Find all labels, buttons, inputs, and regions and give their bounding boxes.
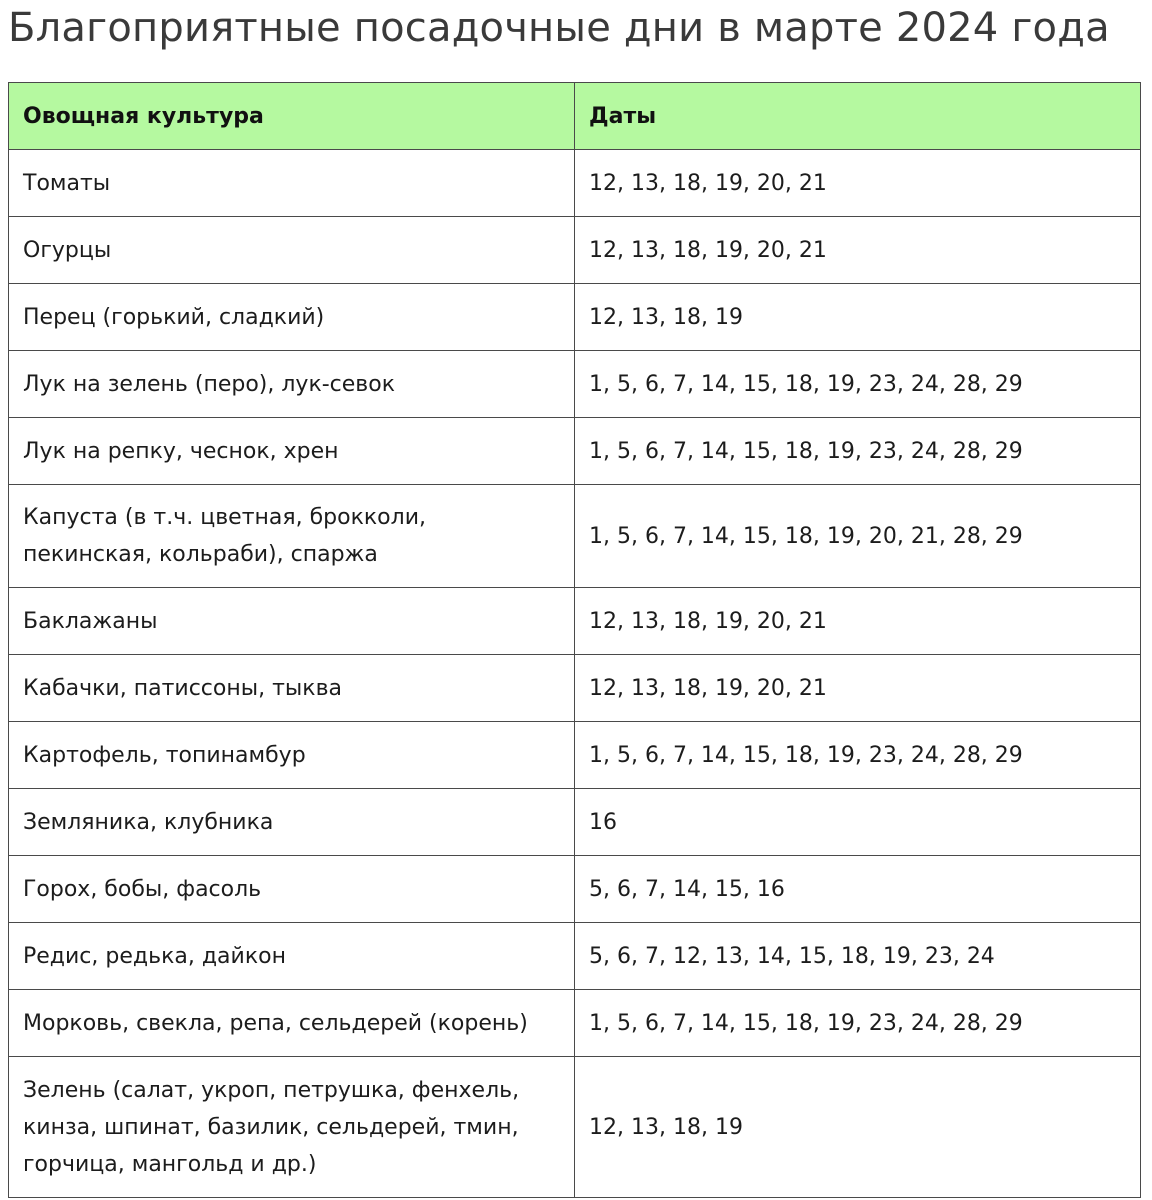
table-row <box>9 655 1141 722</box>
table-row <box>9 990 1141 1057</box>
dates-cell: 1, 5, 6, 7, 14, 15, 18, 19, 23, 24, 28, 29 <box>575 351 1141 418</box>
table-row <box>9 1057 1141 1198</box>
crop-cell: Огурцы <box>9 217 575 284</box>
dates-cell: 16 <box>575 789 1141 856</box>
crop-cell: Редис, редька, дайкон <box>9 923 575 990</box>
table-row <box>9 856 1141 923</box>
dates-cell: 1, 5, 6, 7, 14, 15, 18, 19, 23, 24, 28, 29 <box>575 722 1141 789</box>
planting-days-table <box>8 82 1141 1198</box>
dates-cell: 12, 13, 18, 19, 20, 21 <box>575 655 1141 722</box>
crop-cell: Земляника, клубника <box>9 789 575 856</box>
dates-cell: 1, 5, 6, 7, 14, 15, 18, 19, 23, 24, 28, 29 <box>575 990 1141 1057</box>
crop-cell: Лук на зелень (перо), лук-севок <box>9 351 575 418</box>
crop-cell: Капуста (в т.ч. цветная, брокколи, пекинская, кольраби), спаржа <box>9 485 575 588</box>
table-row <box>9 418 1141 485</box>
column-header-dates: Даты <box>575 83 1141 150</box>
table-row <box>9 923 1141 990</box>
table-row <box>9 351 1141 418</box>
crop-cell: Горох, бобы, фасоль <box>9 856 575 923</box>
table-row <box>9 588 1141 655</box>
table-row <box>9 485 1141 588</box>
dates-cell: 12, 13, 18, 19 <box>575 284 1141 351</box>
dates-cell: 12, 13, 18, 19, 20, 21 <box>575 217 1141 284</box>
dates-cell: 12, 13, 18, 19 <box>575 1057 1141 1198</box>
table-row <box>9 217 1141 284</box>
crop-cell: Зелень (салат, укроп, петрушка, фенхель, кинза, шпинат, базилик, сельдерей, тмин, горчица, мангольд и др.) <box>9 1057 575 1198</box>
dates-cell: 1, 5, 6, 7, 14, 15, 18, 19, 23, 24, 28, 29 <box>575 418 1141 485</box>
table-row <box>9 722 1141 789</box>
table-row <box>9 789 1141 856</box>
dates-cell: 5, 6, 7, 12, 13, 14, 15, 18, 19, 23, 24 <box>575 923 1141 990</box>
dates-cell: 12, 13, 18, 19, 20, 21 <box>575 588 1141 655</box>
crop-cell: Кабачки, патиссоны, тыква <box>9 655 575 722</box>
crop-cell: Морковь, свекла, репа, сельдерей (корень) <box>9 990 575 1057</box>
page-title: Благоприятные посадочные дни в марте 2024 года <box>8 5 1110 51</box>
dates-cell: 5, 6, 7, 14, 15, 16 <box>575 856 1141 923</box>
crop-cell: Томаты <box>9 150 575 217</box>
column-header-crop: Овощная культура <box>9 83 575 150</box>
crop-cell: Лук на репку, чеснок, хрен <box>9 418 575 485</box>
table-row <box>9 284 1141 351</box>
crop-cell: Баклажаны <box>9 588 575 655</box>
crop-cell: Картофель, топинамбур <box>9 722 575 789</box>
table-header-row <box>9 83 1141 150</box>
crop-cell: Перец (горький, сладкий) <box>9 284 575 351</box>
table-row <box>9 150 1141 217</box>
dates-cell: 1, 5, 6, 7, 14, 15, 18, 19, 20, 21, 28, 29 <box>575 485 1141 588</box>
dates-cell: 12, 13, 18, 19, 20, 21 <box>575 150 1141 217</box>
